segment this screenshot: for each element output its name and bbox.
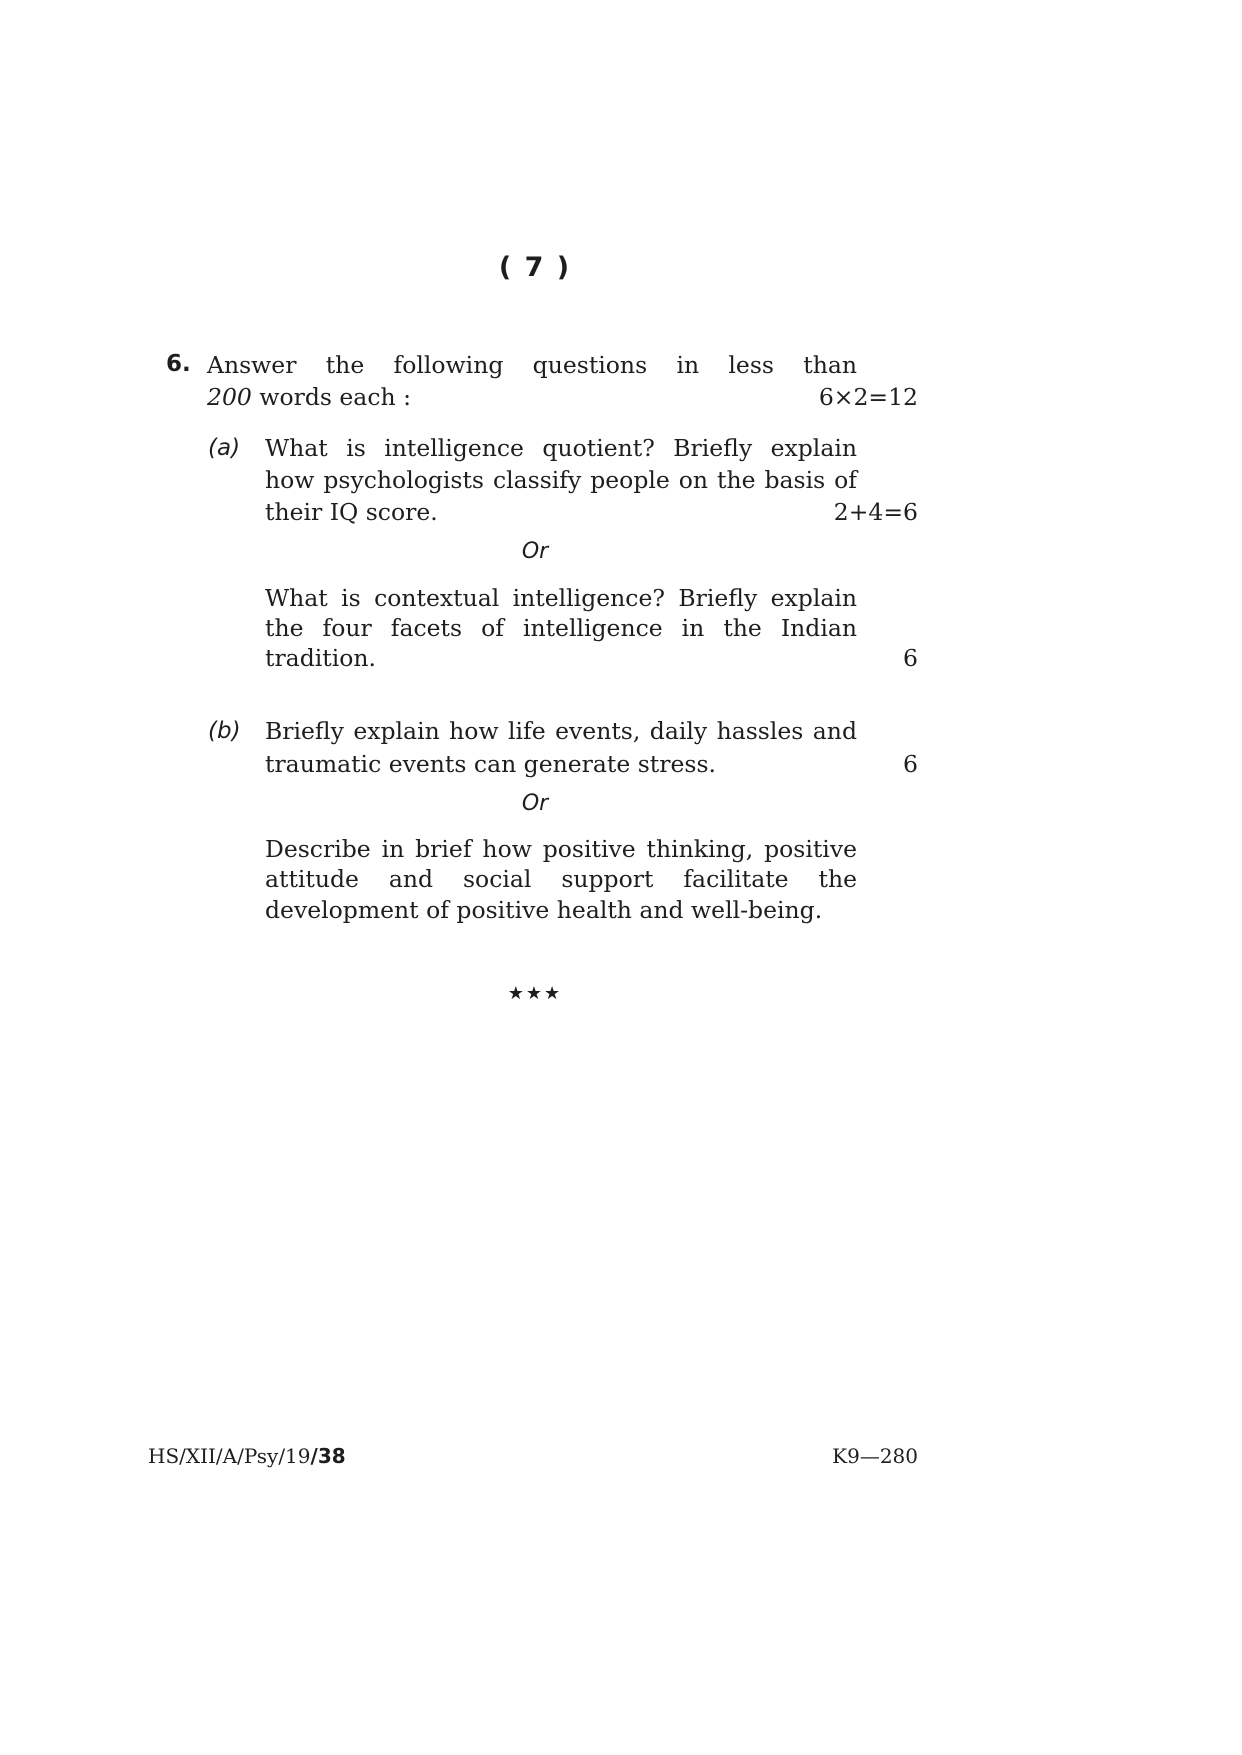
footer-print-code: K9—280 — [832, 1444, 918, 1468]
part-b-alt-line-2: attitude and social support facilitate the — [265, 865, 857, 893]
part-a-alt-line-1: What is contextual intelligence? Briefly explain — [265, 584, 857, 612]
part-a-label: (a) — [208, 435, 241, 461]
part-b-alt-line-1: Describe in brief how positive thinking, positive — [265, 835, 857, 863]
part-a-alt-line-3: tradition. — [265, 644, 376, 672]
question-number: 6. — [166, 351, 191, 377]
word-limit-text: words each : — [251, 383, 412, 411]
part-a-line-2: how psychologists classify people on the basis of — [265, 466, 857, 494]
part-a-line-3: their IQ score. — [265, 498, 438, 526]
part-b-label: (b) — [208, 718, 241, 744]
question-instruction-line-1: Answer the following questions in less than — [207, 351, 857, 379]
word-limit-number: 200 — [207, 383, 252, 411]
part-a-alt-marks: 6 — [903, 644, 918, 672]
part-b-alt-line-3: development of positive health and well-being. — [265, 896, 823, 924]
part-a-or: Or — [521, 539, 549, 564]
part-a-marks: 2+4=6 — [833, 498, 918, 526]
part-b-line-2: traumatic events can generate stress. — [265, 750, 716, 778]
part-a-alt-line-2: the four facets of intelligence in the Indian — [265, 614, 857, 642]
question-total-marks: 6×2=12 — [818, 383, 918, 411]
part-b-marks: 6 — [903, 750, 918, 778]
part-b-line-1: Briefly explain how life events, daily hassles and — [265, 717, 857, 745]
part-a-line-1: What is intelligence quotient? Briefly explain — [265, 434, 857, 462]
footer-code-prefix: HS/XII/A/Psy/19 — [148, 1444, 311, 1468]
page-number: ( 7 ) — [498, 252, 572, 283]
end-of-paper-stars: ★★★ — [507, 983, 563, 1004]
part-b-or: Or — [521, 791, 549, 816]
footer-code-bold: /38 — [310, 1444, 346, 1468]
question-instruction-line-2 — [207, 382, 411, 412]
footer-paper-code — [148, 1444, 346, 1468]
